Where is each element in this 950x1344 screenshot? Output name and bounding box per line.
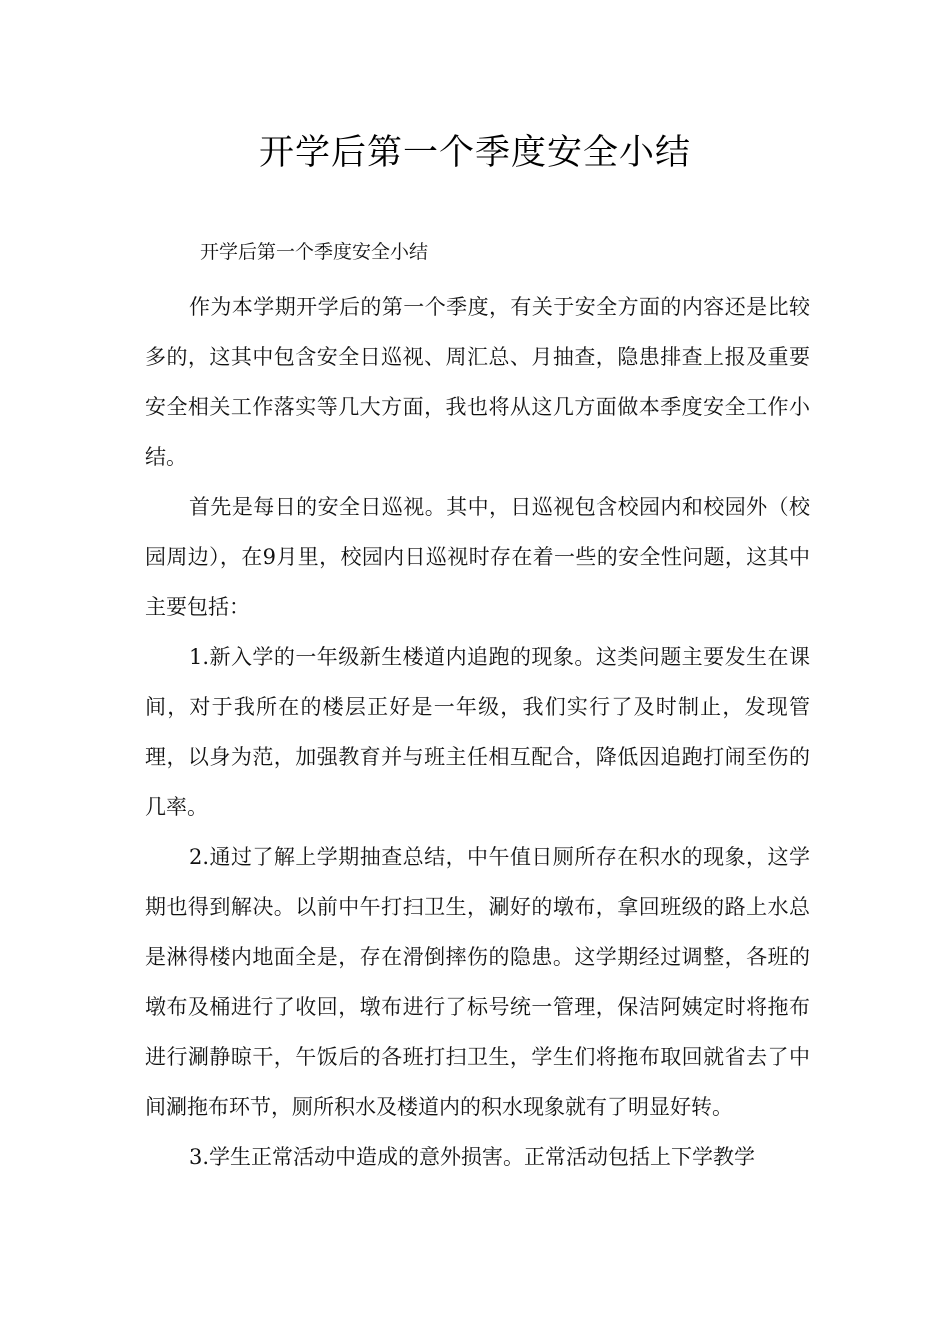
document-subtitle: 开学后第一个季度安全小结 — [200, 241, 429, 263]
paragraph-item-3: 3.学生正常活动中造成的意外损害。正常活动包括上下学教学 — [189, 1145, 756, 1169]
paragraph-item-1: 1.新入学的一年级新生楼道内追跑的现象。这类问题主要发生在课间，对于我所在的楼层正好是一年级，我们实行了及时制止，发现管理，以身为范，加强教育并与班主任相互配合，降低因追跑打闹至伤的几率。 — [145, 645, 810, 819]
document-body — [145, 282, 810, 1182]
paragraph-daily-patrol: 首先是每日的安全日巡视。其中，日巡视包含校园内和校园外（校园周边），在9月里，校园内日巡视时存在着一些的安全性问题，这其中主要包括： — [145, 495, 810, 619]
document-title: 开学后第一个季度安全小结 — [258, 133, 691, 173]
paragraph-item-2: 2.通过了解上学期抽查总结，中午值日厕所存在积水的现象，这学期也得到解决。以前中午打扫卫生，涮好的墩布，拿回班级的路上水总是淋得楼内地面全是，存在滑倒摔伤的隐患。这学期经过调整，各班的墩布及桶进行了收回，墩布进行了标号统一管理，保洁阿姨定时将拖布进行涮静晾干，午饭后的各班打扫卫生，学生们将拖布取回就省去了中间涮拖布环节，厕所积水及楼道内的积水现象就有了明显好转。 — [145, 845, 810, 1119]
paragraph-intro: 作为本学期开学后的第一个季度，有关于安全方面的内容还是比较多的，这其中包含安全日巡视、周汇总、月抽查，隐患排查上报及重要安全相关工作落实等几大方面，我也将从这几方面做本季度安全工作小结。 — [145, 295, 810, 469]
